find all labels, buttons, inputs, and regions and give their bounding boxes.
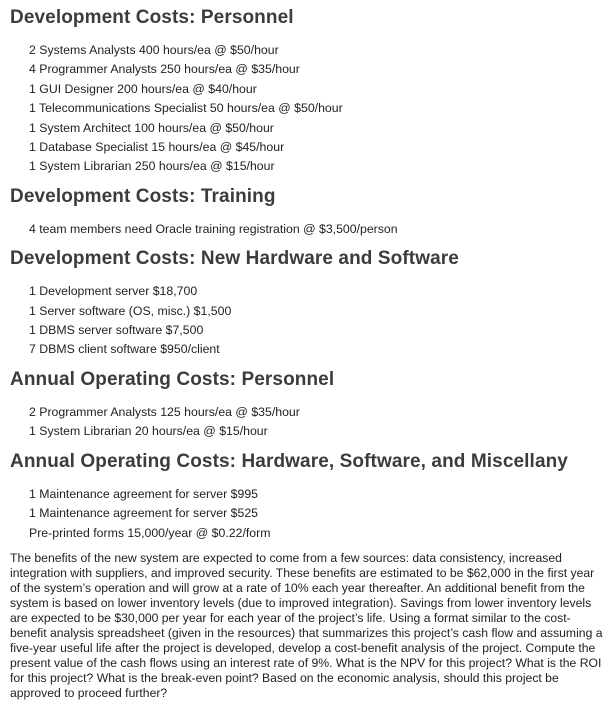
list-item: 4 Programmer Analysts 250 hours/ea @ $35/hour bbox=[29, 62, 300, 77]
section-annual-hardware-software bbox=[10, 450, 606, 543]
section-title: Annual Operating Costs: Personnel bbox=[10, 368, 335, 390]
list-item: 2 Programmer Analysts 125 hours/ea @ $35/hour bbox=[29, 404, 300, 419]
list-item: 1 Database Specialist 15 hours/ea @ $45/hour bbox=[29, 140, 285, 155]
list-item: 1 Telecommunications Specialist 50 hours/ea @ $50/hour bbox=[29, 101, 343, 116]
list-item: 1 Server software (OS, misc.) $1,500 bbox=[29, 303, 232, 318]
list-item: 1 DBMS server software $7,500 bbox=[29, 323, 204, 338]
cost-list bbox=[29, 220, 606, 239]
cost-list bbox=[29, 485, 606, 543]
list-item: 1 Development server $18,700 bbox=[29, 284, 198, 299]
list-item: 1 System Architect 100 hours/ea @ $50/hour bbox=[29, 120, 274, 135]
cost-list bbox=[29, 403, 606, 442]
cost-list bbox=[29, 41, 606, 177]
list-item: 1 Maintenance agreement for server $995 bbox=[29, 486, 258, 501]
section-dev-personnel bbox=[10, 6, 606, 177]
section-dev-hardware-software bbox=[10, 247, 606, 360]
section-annual-personnel bbox=[10, 368, 606, 442]
benefits-paragraph: The benefits of the new system are expected to come from a few sources: data consistency, increased integration with suppliers, and improved security. These benefits are estimated to be $62,000 in the first year of the system’s operation and will grow at a rate of 10% each year thereafter. An additional benefit from the system is based on lower inventory levels (due to improved integration). Savings from lower inventory levels are expected to be $30,000 per year for each year of the project’s life. Using a format similar to the cost-benefit analysis spreadsheet (given in the resources) that summarizes this project’s cash flow and assuming a five-year useful life after the project is developed, develop a cost-benefit analysis of the project. Compute the present value of the cash flows using an interest rate of 9%. What is the NPV for this project? What is the ROI for this project? What is the break-even point? Based on the economic analysis, should this project be approved to proceed further? bbox=[10, 550, 603, 700]
list-item: 2 Systems Analysts 400 hours/ea @ $50/hour bbox=[29, 43, 279, 57]
list-item: 7 DBMS client software $950/client bbox=[29, 342, 220, 357]
list-item: 1 System Librarian 250 hours/ea @ $15/hour bbox=[29, 159, 275, 174]
list-item: 4 team members need Oracle training registration @ $3,500/person bbox=[29, 221, 398, 236]
section-title: Development Costs: Training bbox=[10, 185, 276, 207]
list-item: 1 GUI Designer 200 hours/ea @ $40/hour bbox=[29, 81, 257, 96]
section-title: Development Costs: Personnel bbox=[10, 7, 294, 28]
section-title: Annual Operating Costs: Hardware, Software, and Miscellany bbox=[10, 450, 568, 472]
section-dev-training bbox=[10, 185, 606, 239]
list-item: 1 Maintenance agreement for server $525 bbox=[29, 506, 258, 521]
cost-list bbox=[29, 282, 606, 360]
section-title: Development Costs: New Hardware and Software bbox=[10, 248, 459, 270]
list-item: 1 System Librarian 20 hours/ea @ $15/hour bbox=[29, 424, 268, 439]
list-item: Pre-printed forms 15,000/year @ $0.22/form bbox=[29, 525, 271, 540]
